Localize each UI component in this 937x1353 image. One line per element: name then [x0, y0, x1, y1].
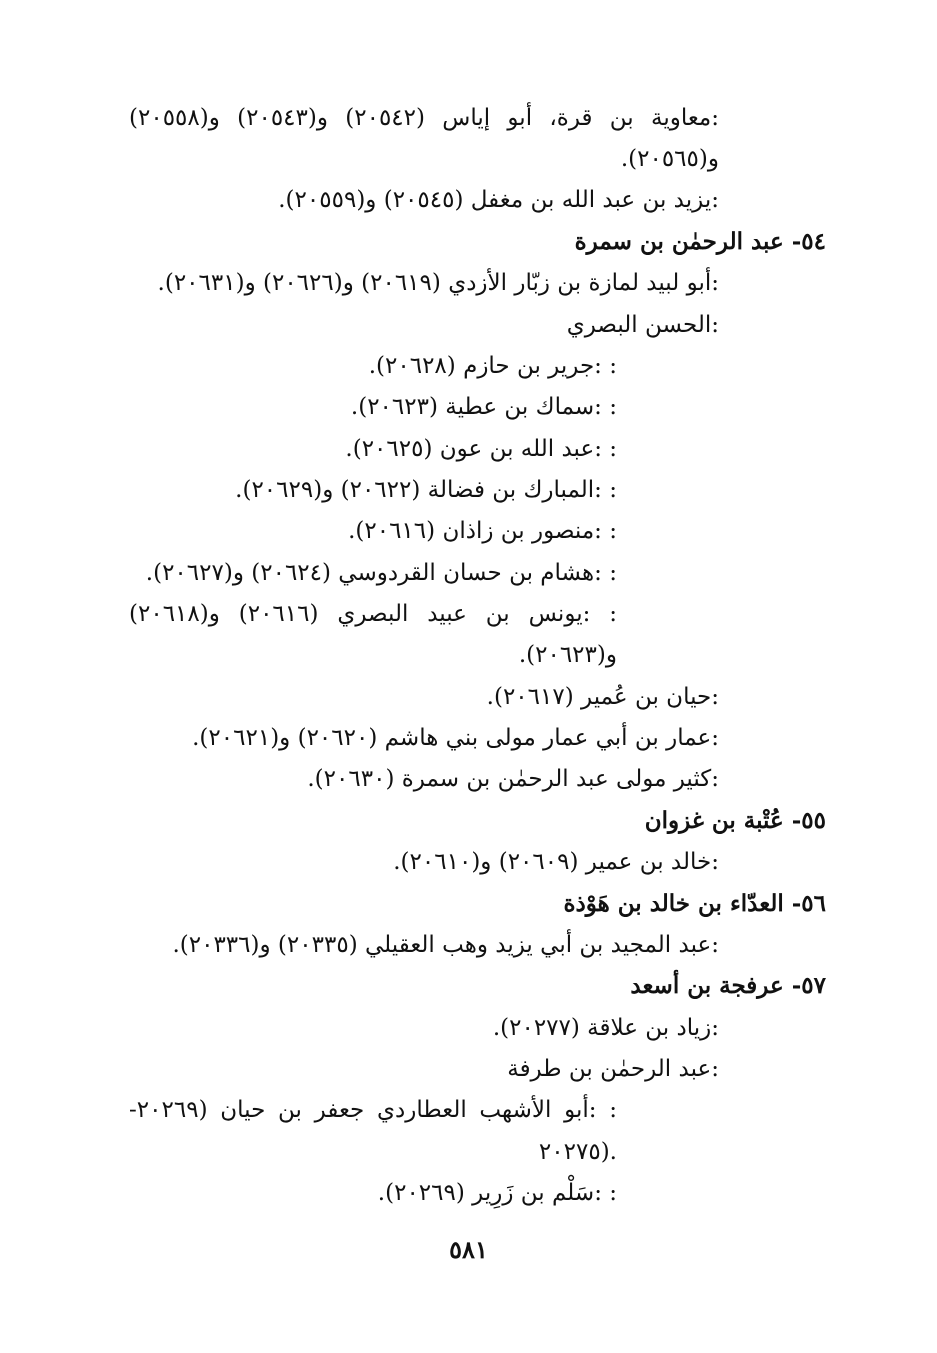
sub-narrator-line: : :منصور بن زاذان (٢٠٦١٦). [348, 518, 617, 544]
sub-narrator-line: : :هشام بن حسان القردوسي (٢٠٦٢٤) و(٢٠٦٢٧). [145, 560, 617, 586]
section-heading-55: ٥٥- عُتْبة بن غزوان [644, 807, 826, 834]
sub-narrator-line: : :سَلْم بن زَرِير (٢٠٢٦٩). [377, 1180, 617, 1206]
sub-narrator-line-continued: و(٢٠٦٢٣). [518, 642, 617, 668]
narrator-line: :حيان بن عُمير (٢٠٦١٧). [486, 684, 719, 710]
sub-narrator-line: : :يونس بن عبيد البصري (٢٠٦١٦) و(٢٠٦١٨) [129, 601, 617, 627]
narrator-line: :زياد بن علاقة (٢٠٢٧٧). [492, 1015, 719, 1041]
narrator-line: :خالد بن عمير (٢٠٦٠٩) و(٢٠٦١٠). [393, 849, 719, 875]
section-heading-56: ٥٦- العدّاء بن خالد بن هَوْذة [563, 890, 826, 917]
narrator-line: :أبو لبيد لمازة بن زبّار الأزدي (٢٠٦١٩) و(٢٠٦٢٦) و(٢٠٦٣١). [157, 270, 719, 296]
sub-narrator-line: : :المبارك بن فضالة (٢٠٦٢٢) و(٢٠٦٢٩). [235, 477, 617, 503]
narrator-line: :الحسن البصري [566, 312, 719, 338]
sub-narrator-line: : :عبد الله بن عون (٢٠٦٢٥). [345, 436, 617, 462]
narrator-line: :عبد المجيد بن أبي يزيد وهب العقيلي (٢٠٣٣٥) و(٢٠٣٣٦). [172, 932, 719, 958]
sub-narrator-line: : :جرير بن حازم (٢٠٦٢٨). [368, 353, 617, 379]
narrator-line-continued: و(٢٠٥٦٥). [620, 146, 719, 172]
section-heading-54: ٥٤- عبد الرحمٰن بن سمرة [574, 228, 826, 255]
section-heading-57: ٥٧- عرفجة بن أسعد [630, 972, 826, 999]
sub-narrator-line-continued: ٢٠٢٧٥). [538, 1139, 617, 1165]
narrator-line: :عبد الرحمٰن بن طرفة [507, 1056, 719, 1082]
page-number: ٥٨١ [449, 1235, 488, 1264]
narrator-line: :يزيد بن عبد الله بن مغفل (٢٠٥٤٥) و(٢٠٥٥٩). [278, 187, 719, 213]
sub-narrator-line: : :سماك بن عطية (٢٠٦٢٣). [350, 394, 617, 420]
sub-narrator-line: : :أبو الأشهب العطاردي جعفر بن حيان (٢٠٢٦٩- [129, 1097, 617, 1123]
narrator-line: :معاوية بن قرة، أبو إياس (٢٠٥٤٢) و(٢٠٥٤٣) و(٢٠٥٥٨) [129, 105, 719, 131]
narrator-line: :عمار بن أبي عمار مولى بني هاشم (٢٠٦٢٠) و(٢٠٦٢١). [192, 725, 719, 751]
narrator-line: :كثير مولى عبد الرحمٰن بن سمرة (٢٠٦٣٠). [307, 766, 719, 792]
